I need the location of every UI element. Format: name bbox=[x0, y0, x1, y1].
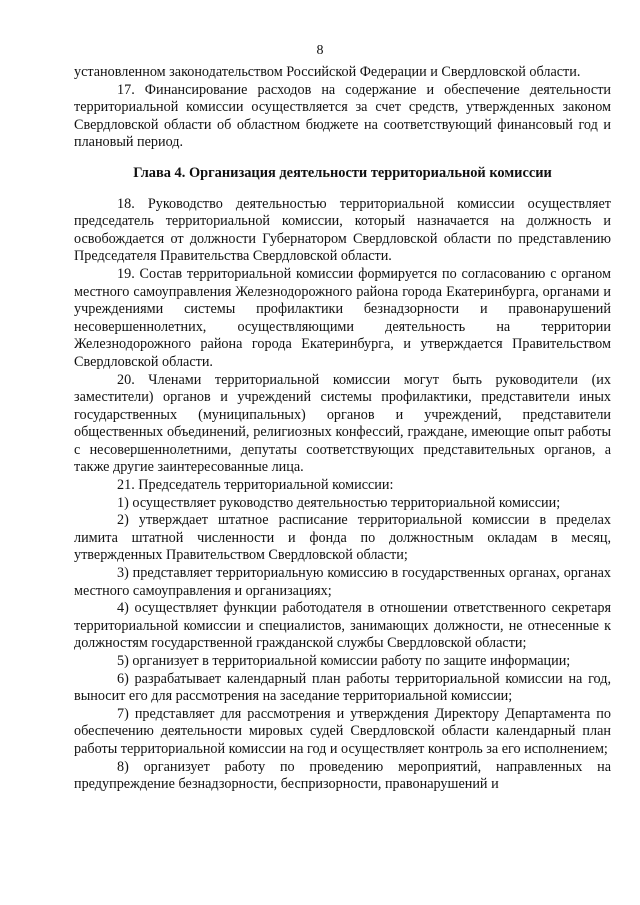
paragraph-17: 17. Финансирование расходов на содержание и обеспечение деятельности территориальной комиссии осуществляется за счет средств, утвержденных законом Свердловской области об областном бюджете на соответствующий финансовый год и плановый период. bbox=[74, 81, 611, 151]
page-number: 8 bbox=[316, 43, 324, 58]
paragraph-21-item-5: 5) организует в территориальной комиссии работу по защите информации; bbox=[117, 653, 571, 669]
paragraph-21-item-8: 8) организует работу по проведению мероприятий, направленных на предупреждение безнадзорности, беспризорности, правонарушений и bbox=[74, 758, 611, 793]
document-body bbox=[74, 64, 611, 794]
paragraph-21-item-7: 7) представляет для рассмотрения и утверждения Директору Департамента по обеспечению деятельности мировых судей Свердловской области календарный план работы территориальной комиссии на год и осуществляет контроль за его исполнением; bbox=[74, 705, 611, 757]
paragraph-21-item-3: 3) представляет территориальную комиссию в государственных органах, органах местного самоуправления и организациях; bbox=[74, 565, 611, 599]
paragraph-19: 19. Состав территориальной комиссии формируется по согласованию с органом местного самоуправления Железнодорожного района города Екатеринбурга, органами и учреждениями системы профилактики безнадзорности и правонарушений несовершеннолетних, осуществляющими деятельность на территории Железнодорожного района города Екатеринбурга, и утверждается Правительством Свердловской области. bbox=[74, 265, 611, 370]
paragraph-21-item-1: 1) осуществляет руководство деятельностью территориальной комиссии; bbox=[117, 494, 561, 511]
paragraph-21-item-4: 4) осуществляет функции работодателя в отношении ответственного секретаря территориальной комиссии и специалистов, занимающих должности, не отнесенные к должностям государственной гражданской службы Свердловской области; bbox=[74, 600, 611, 652]
paragraph-21-item-6: 6) разрабатывает календарный план работы территориальной комиссии на год, выносит его для рассмотрения на заседание территориальной комиссии; bbox=[74, 670, 611, 705]
paragraph-20: 20. Членами территориальной комиссии могут быть руководители (их заместители) органов и учреждений системы профилактики, представители иных государственных (муниципальных) органов и учреждений, представители общественных объединений, религиозных конфессий, граждане, имеющие опыт работы с несовершеннолетними, депутаты соответствующих представительных органов, а также другие заинтересованные лица. bbox=[74, 371, 611, 476]
paragraph-continuation: установленном законодательством Российской Федерации и Свердловской области. bbox=[74, 64, 581, 80]
paragraph-21-item-2: 2) утверждает штатное расписание территориальной комиссии в пределах лимита штатной численности и фонда по должностным окладам в месяц, утвержденных Правительством Свердловской области; bbox=[74, 512, 611, 564]
paragraph-21: 21. Председатель территориальной комиссии: bbox=[117, 477, 394, 494]
chapter-heading: Глава 4. Организация деятельности территориальной комиссии bbox=[133, 164, 552, 181]
paragraph-18: 18. Руководство деятельностью территориальной комиссии осуществляет председатель территориальной комиссии, который назначается на должность и освобождается от должности Губернатором Свердловской области по представлению Председателя Правительства Свердловской области. bbox=[74, 195, 611, 265]
